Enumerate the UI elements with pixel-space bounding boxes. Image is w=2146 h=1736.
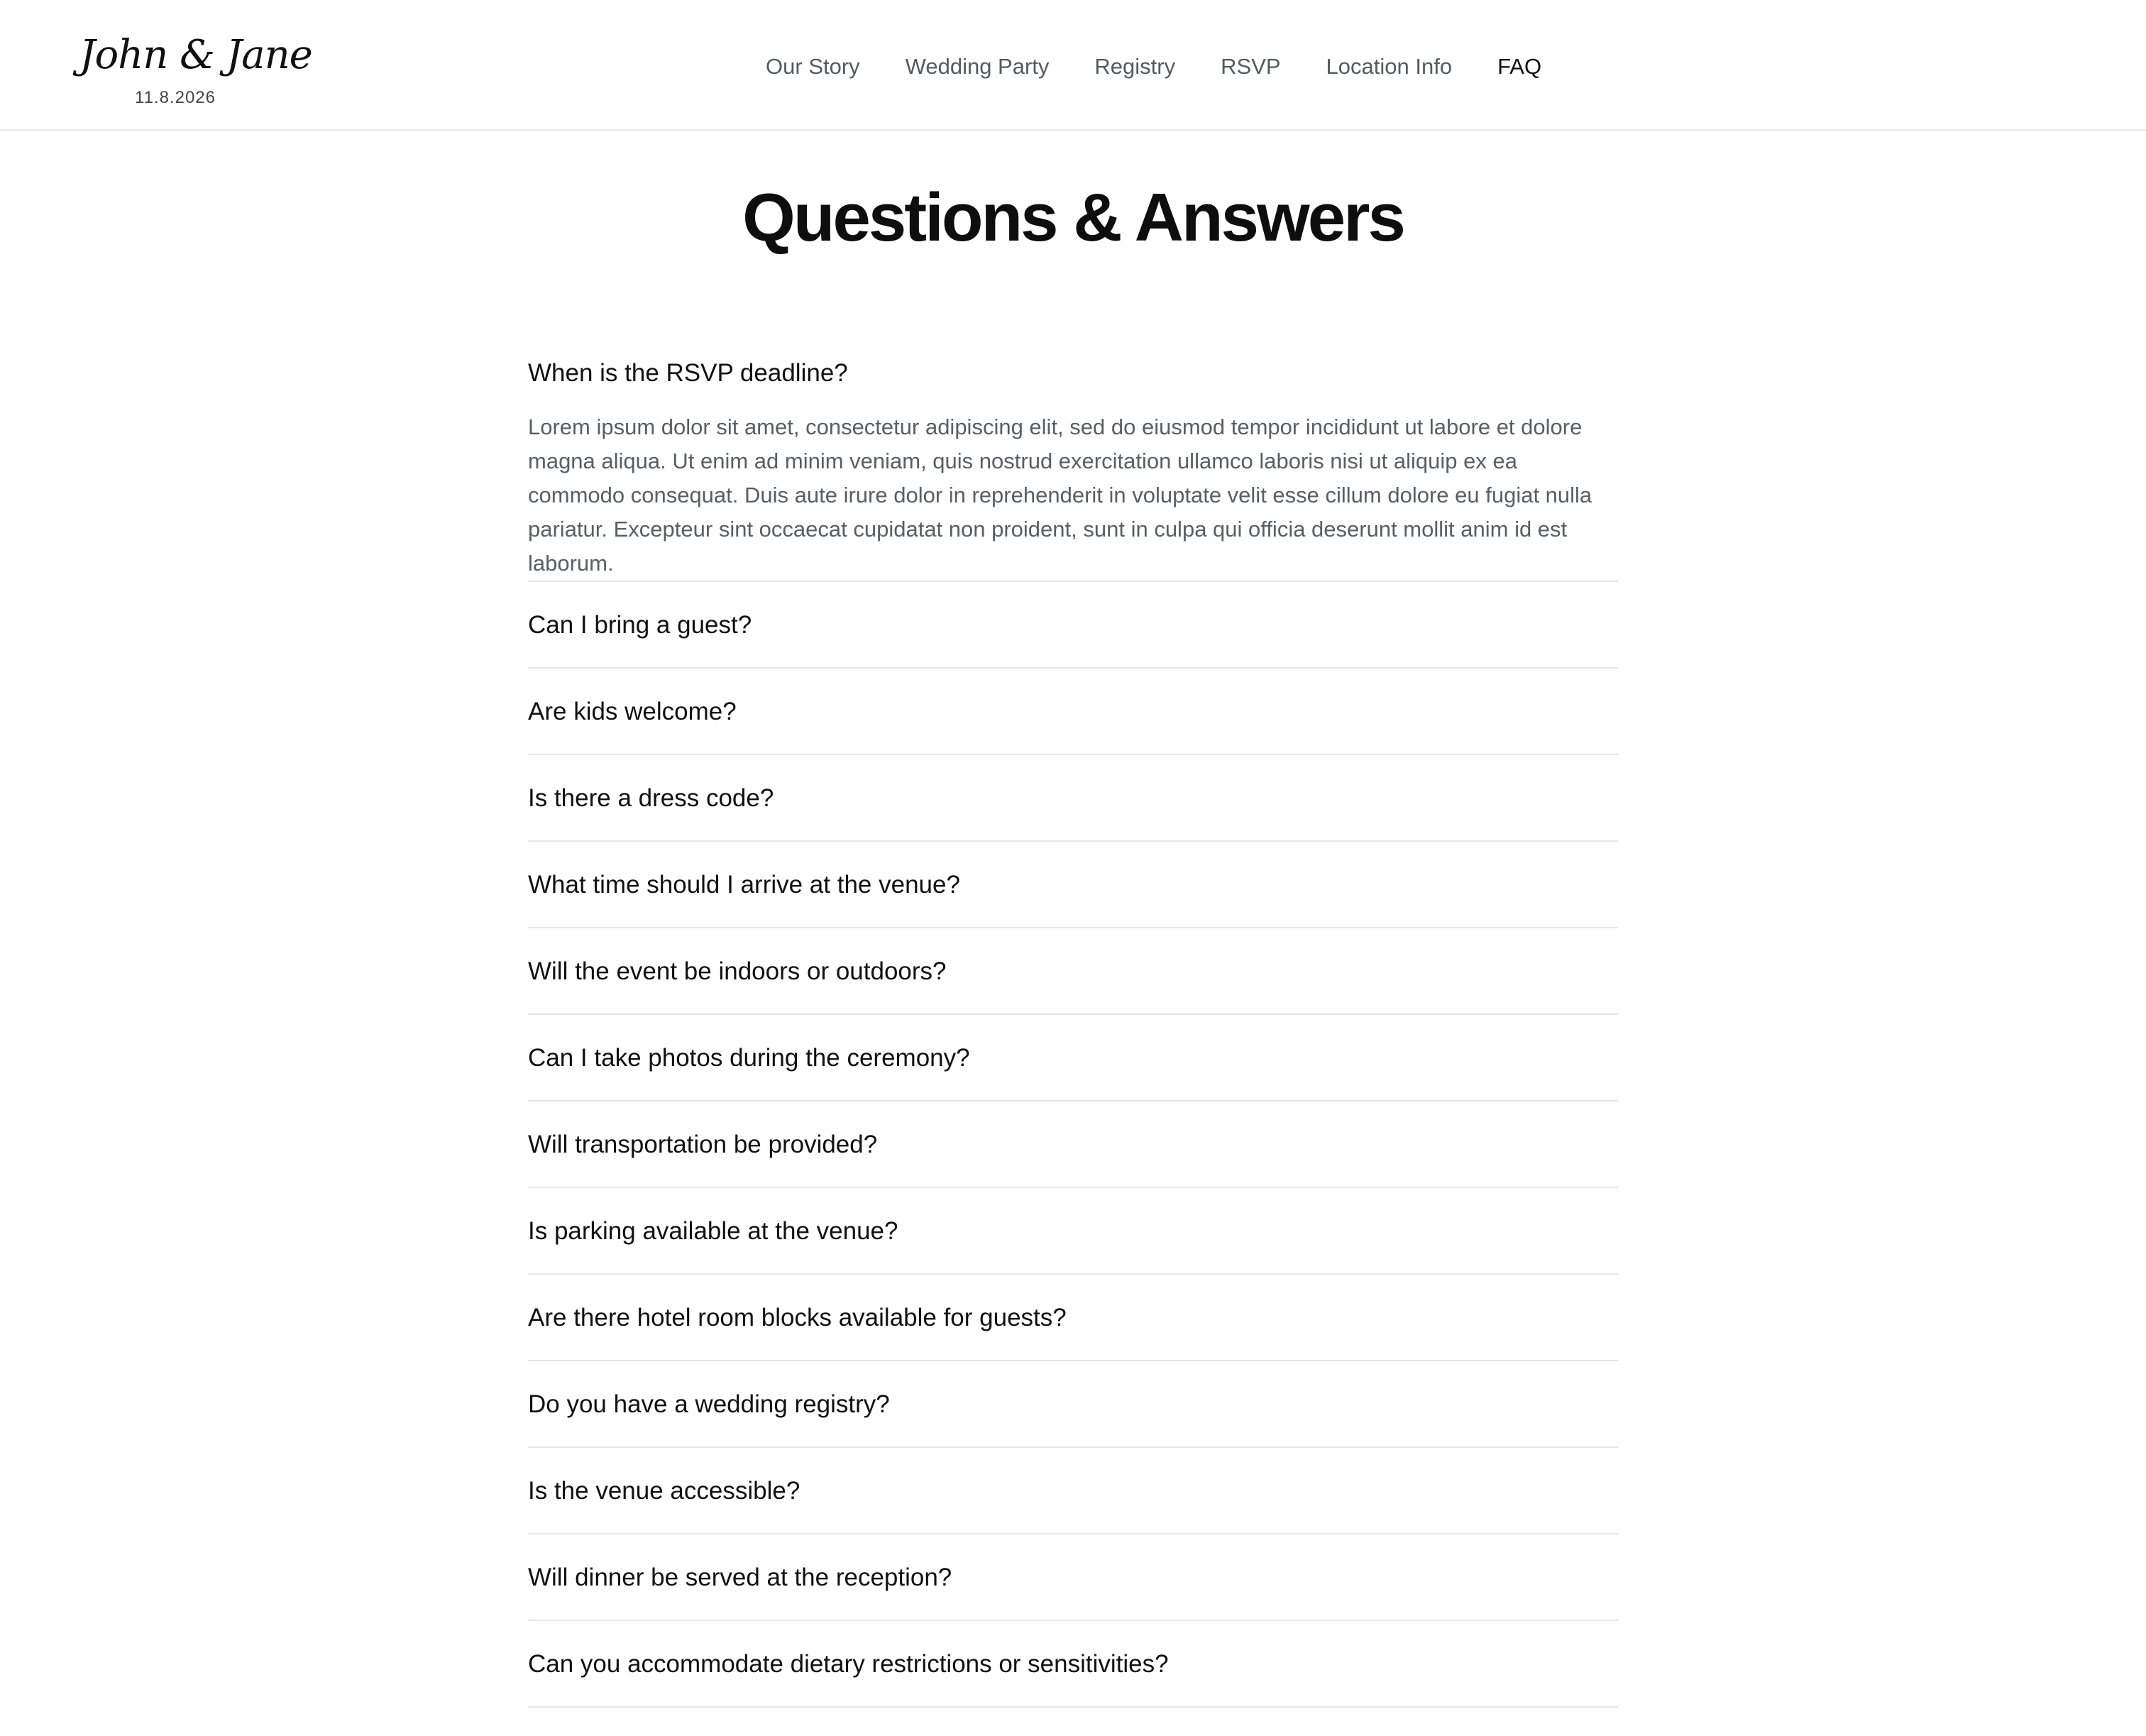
faq-item (528, 1534, 1618, 1621)
faq-item (528, 1188, 1618, 1275)
faq-item (528, 1621, 1618, 1708)
nav-rsvp[interactable]: RSVP (1221, 54, 1281, 79)
faq-question[interactable]: Can I take photos during the ceremony? (528, 1044, 970, 1072)
faq-question[interactable]: When is the RSVP deadline? (528, 359, 848, 387)
main-nav (766, 47, 1541, 87)
faq-item (528, 336, 1618, 582)
faq-item (528, 1448, 1618, 1534)
faq-item (528, 755, 1618, 842)
faq-item (528, 842, 1618, 928)
faq-item (528, 669, 1618, 755)
nav-location-info[interactable]: Location Info (1326, 54, 1453, 79)
nav-faq[interactable]: FAQ (1497, 54, 1542, 79)
faq-list (528, 336, 1618, 1708)
faq-question[interactable]: Is the venue accessible? (528, 1477, 800, 1505)
faq-item (528, 582, 1618, 669)
faq-question[interactable]: What time should I arrive at the venue? (528, 871, 960, 899)
faq-question[interactable]: Will transportation be provided? (528, 1131, 878, 1158)
faq-question[interactable]: Are kids welcome? (528, 698, 737, 725)
faq-question[interactable]: Do you have a wedding registry? (528, 1390, 890, 1418)
faq-question[interactable]: Will dinner be served at the reception? (528, 1564, 952, 1591)
faq-question[interactable]: Will the event be indoors or outdoors? (528, 957, 947, 985)
faq-question[interactable]: Can you accommodate dietary restrictions or sensitivities? (528, 1650, 1169, 1678)
faq-question[interactable]: Are there hotel room blocks available for guests? (528, 1304, 1067, 1331)
logo[interactable] (79, 26, 312, 118)
faq-question[interactable]: Is parking available at the venue? (528, 1217, 898, 1245)
site-header (0, 0, 2146, 131)
nav-our-story[interactable]: Our Story (766, 54, 860, 79)
faq-answer: Lorem ipsum dolor sit amet, consectetur adipiscing elit, sed do eiusmod tempor incididunt ut labore et dolore magna aliqua. Ut enim ad minim veniam, quis nostrud exercitation ullamco laboris nisi ut aliquip ex ea commodo consequat. Duis aute irure dolor in reprehenderit in voluptate velit esse cillum dolore eu fugiat nulla pariatur. Excepteur sint occaecat cupidatat non proident, sunt in culpa qui officia deserunt mollit anim id est laborum. (528, 414, 1592, 576)
faq-item (528, 1361, 1618, 1448)
logo-names: John & Jane (79, 32, 312, 78)
nav-wedding-party[interactable]: Wedding Party (905, 54, 1050, 79)
faq-question[interactable]: Is there a dress code? (528, 784, 774, 812)
faq-item (528, 1015, 1618, 1102)
faq-item (528, 928, 1618, 1015)
faq-item (528, 1275, 1618, 1361)
faq-question[interactable]: Can I bring a guest? (528, 611, 752, 639)
page-title: Questions & Answers (742, 180, 1404, 256)
logo-date: 11.8.2026 (135, 88, 216, 107)
nav-registry[interactable]: Registry (1094, 54, 1176, 79)
faq-item (528, 1102, 1618, 1188)
